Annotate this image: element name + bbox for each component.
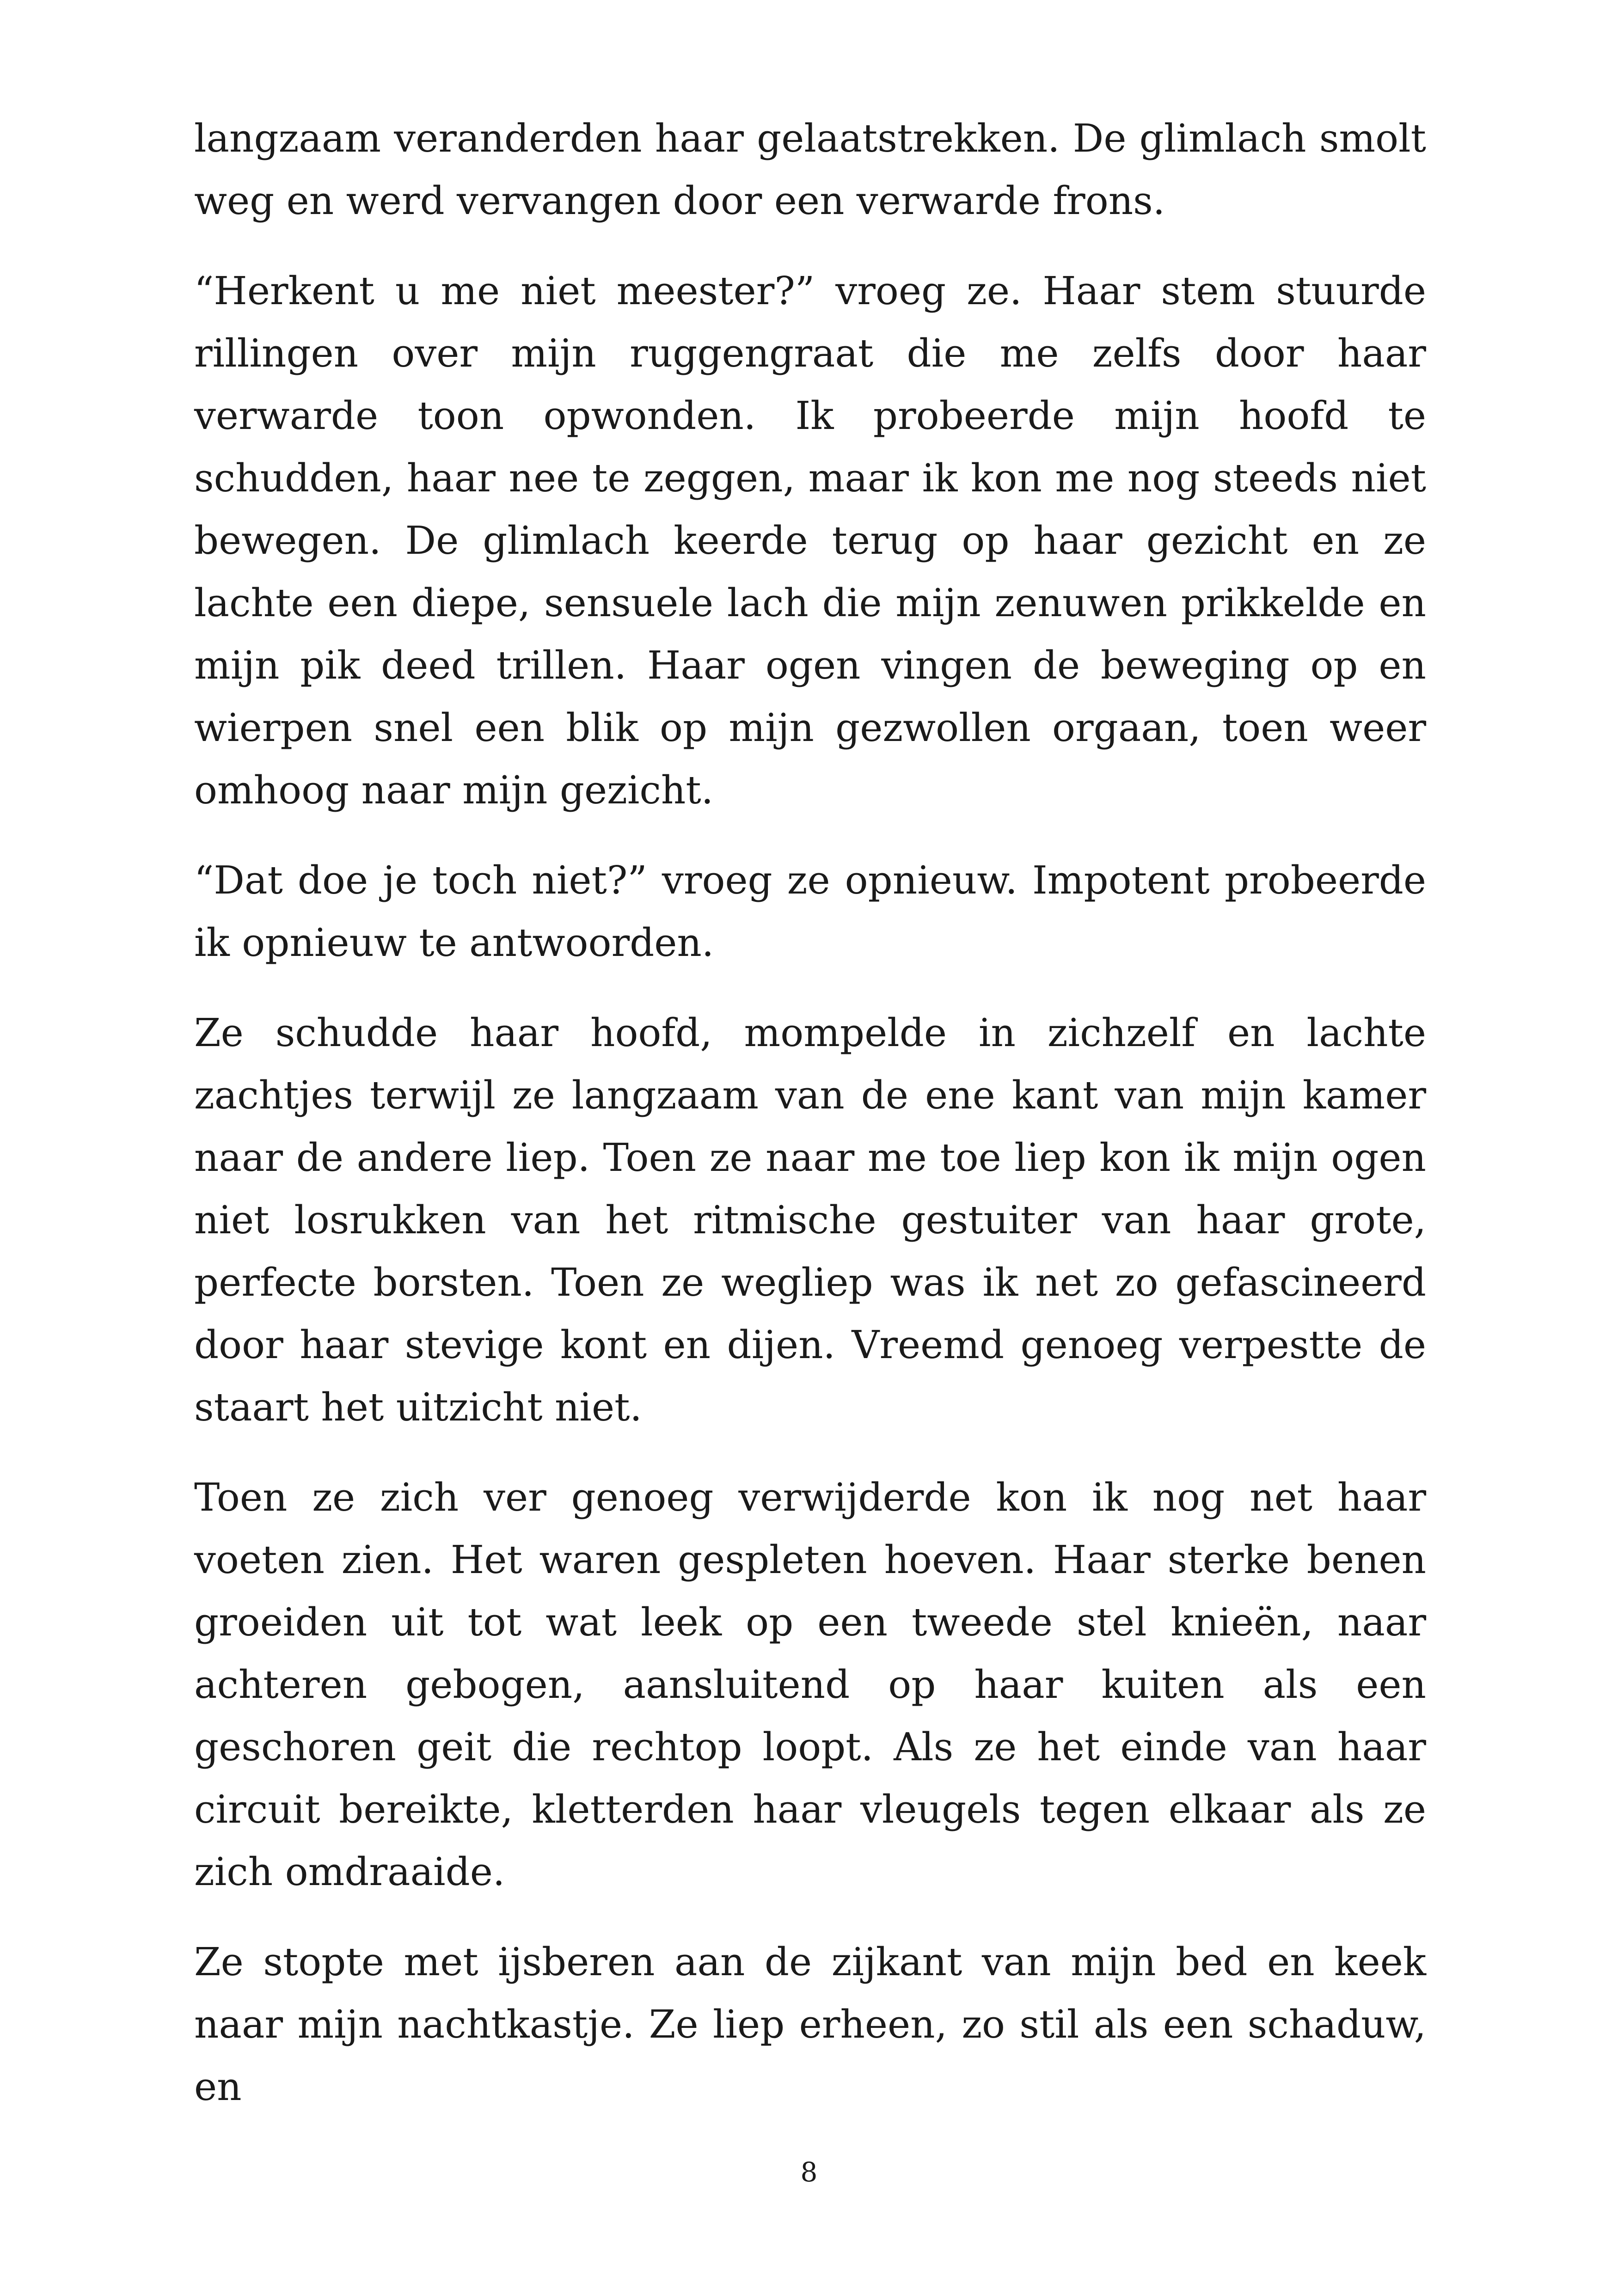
page-number: 8	[800, 2156, 818, 2188]
paragraph: Toen ze zich ver genoeg verwijderde kon ik nog net haar voeten zien. Het waren gespleten hoeven. Haar sterke benen groeiden uit tot wat leek op een tweede stel knieën, naar achteren gebogen, aansluitend op haar kuiten als een geschoren geit die rechtop loopt. Als ze het einde van haar circuit bereikte, kletterden haar vleugels tegen elkaar als ze zich omdraaide.	[194, 1475, 1426, 1894]
paragraph: “Herkent u me niet meester?” vroeg ze. Haar stem stuurde rillingen over mijn ruggengraat die me zelfs door haar verwarde toon opwonden. Ik probeerde mijn hoofd te schudden, haar nee te zeggen, maar ik kon me nog steeds niet bewegen. De glimlach keerde terug op haar gezicht en ze lachte een diepe, sensuele lach die mijn zenuwen prikkelde en mijn pik deed trillen. Haar ogen vingen de beweging op en wierpen snel een blik op mijn gezwollen orgaan, toen weer omhoog naar mijn gezicht.	[194, 269, 1426, 813]
page-text-body	[194, 107, 1426, 2146]
paragraph: Ze stopte met ijsberen aan de zijkant van mijn bed en keek naar mijn nachtkastje. Ze liep erheen, zo stil als een schaduw, en	[194, 1940, 1426, 2109]
paragraph: langzaam veranderden haar gelaatstrekken. De glimlach smolt weg en werd vervangen door een verwarde frons.	[194, 116, 1426, 223]
paragraph: “Dat doe je toch niet?” vroeg ze opnieuw. Impotent probeerde ik opnieuw te antwoorden.	[194, 858, 1426, 965]
paragraph: Ze schudde haar hoofd, mompelde in zichzelf en lachte zachtjes terwijl ze langzaam van de ene kant van mijn kamer naar de andere liep. Toen ze naar me toe liep kon ik mijn ogen niet losrukken van het ritmische gestuiter van haar grote, perfecte borsten. Toen ze wegliep was ik net zo gefascineerd door haar stevige kont en dijen. Vreemd genoeg verpestte de staart het uitzicht niet.	[194, 1010, 1426, 1430]
